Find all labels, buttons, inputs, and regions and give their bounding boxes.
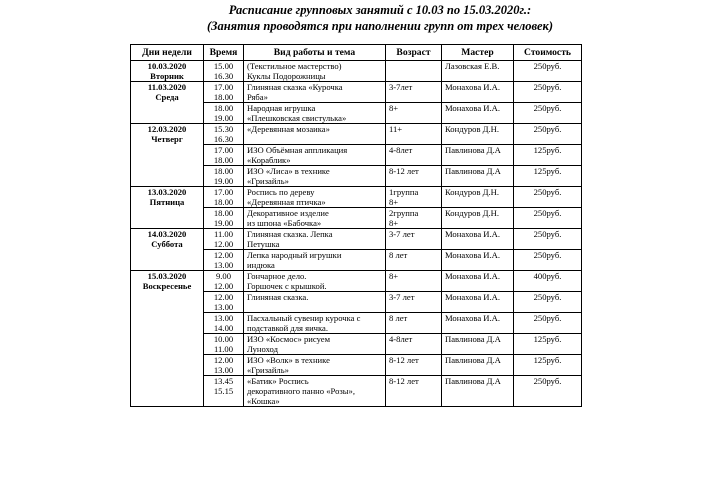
master-line: Кондуров Д.Н. [445, 208, 500, 218]
activity-line: «Кошка» [247, 396, 280, 406]
age-cell [386, 61, 442, 82]
activity-line: (Текстильное мастерство) [247, 61, 342, 71]
header-days: Дни недели [131, 45, 204, 61]
table-row [131, 61, 582, 82]
table-row [131, 187, 582, 208]
activity-cell [244, 250, 386, 271]
activity-cell [244, 187, 386, 208]
master-cell [442, 355, 514, 376]
time-cell [204, 103, 244, 124]
time-line: 18.00 [213, 92, 234, 102]
activity-line: ИЗО «Лиса» в технике [247, 166, 330, 176]
activity-line: Куклы Подорожницы [247, 71, 326, 81]
price-line: 250руб. [533, 208, 562, 218]
age-cell [386, 124, 442, 145]
time-cell [204, 82, 244, 103]
activity-line: «Деревянная мозаика» [247, 124, 330, 134]
price-cell [514, 313, 582, 334]
time-line: 16.30 [213, 71, 234, 81]
age-line: 3-7лет [389, 82, 413, 92]
day-cell [131, 61, 204, 82]
price-line: 250руб. [533, 292, 562, 302]
table-row [131, 82, 582, 103]
master-cell [442, 61, 514, 82]
page-title: Расписание групповых занятий с 10.03 по 15.03.2020г.: [228, 3, 532, 17]
day-date: 15.03.2020 [147, 271, 187, 281]
price-cell [514, 292, 582, 313]
age-cell [386, 82, 442, 103]
master-cell [442, 187, 514, 208]
day-cell [131, 124, 204, 187]
price-line: 125руб. [533, 334, 562, 344]
master-cell [442, 103, 514, 124]
age-line: 3-7 лет [389, 292, 415, 302]
day-weekday: Пятница [149, 197, 185, 207]
activity-line: Пасхальный сувенир курочка с [247, 313, 361, 323]
age-line: 11+ [389, 124, 403, 134]
day-weekday: Воскресенье [142, 281, 192, 291]
activity-cell [244, 61, 386, 82]
time-line: 13.00 [213, 302, 234, 312]
day-date: 11.03.2020 [147, 82, 187, 92]
time-line: 13.00 [213, 260, 234, 270]
price-line: 250руб. [533, 313, 562, 323]
age-cell [386, 187, 442, 208]
schedule-body [131, 61, 582, 407]
age-cell [386, 145, 442, 166]
time-cell [204, 229, 244, 250]
time-cell [204, 313, 244, 334]
age-cell [386, 376, 442, 407]
time-line: 11.00 [213, 229, 234, 239]
age-line: 8+ [389, 197, 399, 207]
time-line: 17.00 [213, 82, 234, 92]
day-cell [131, 187, 204, 229]
price-cell [514, 145, 582, 166]
master-line: Павлинова Д.А [445, 145, 501, 155]
time-line: 10.00 [213, 334, 234, 344]
time-cell [204, 61, 244, 82]
time-line: 11.00 [213, 344, 234, 354]
activity-cell [244, 145, 386, 166]
price-line: 250руб. [533, 82, 562, 92]
day-cell [131, 271, 204, 407]
activity-cell [244, 82, 386, 103]
activity-cell [244, 166, 386, 187]
time-line: 17.00 [213, 187, 234, 197]
activity-line: Гончарное дело. [247, 271, 307, 281]
header [130, 2, 630, 34]
activity-line: Луноход [247, 344, 278, 354]
activity-line: Народная игрушка [247, 103, 316, 113]
activity-cell [244, 334, 386, 355]
activity-line: декоративного панно «Розы», [247, 386, 356, 396]
age-cell [386, 229, 442, 250]
activity-line: ИЗО «Космос» рисуем [247, 334, 331, 344]
activity-line: из шпона «Бабочка» [247, 218, 322, 228]
activity-line: «Кораблик» [247, 155, 291, 165]
header-age: Возраст [386, 45, 442, 61]
day-date: 12.03.2020 [147, 124, 187, 134]
activity-line: «Гризайль» [247, 176, 289, 186]
time-line: 19.00 [213, 176, 234, 186]
master-cell [442, 82, 514, 103]
master-cell [442, 229, 514, 250]
age-line: 8 лет [389, 313, 408, 323]
age-line: 8+ [389, 218, 399, 228]
age-line: 8+ [389, 271, 399, 281]
time-line: 18.00 [213, 208, 234, 218]
time-line: 13.00 [213, 313, 234, 323]
activity-cell [244, 355, 386, 376]
activity-cell [244, 103, 386, 124]
table-header-row [131, 45, 582, 61]
age-cell [386, 271, 442, 292]
activity-line: Глиняная сказка. Лепка [247, 229, 333, 239]
time-cell [204, 124, 244, 145]
price-cell [514, 124, 582, 145]
age-cell [386, 355, 442, 376]
age-line: 8-12 лет [389, 376, 419, 386]
price-cell [514, 334, 582, 355]
age-cell [386, 250, 442, 271]
price-line: 250руб. [533, 229, 562, 239]
activity-line: подставкой для яичка. [247, 323, 328, 333]
day-date: 10.03.2020 [147, 61, 187, 71]
master-line: Павлинова Д.А [445, 166, 501, 176]
price-cell [514, 208, 582, 229]
master-cell [442, 292, 514, 313]
age-line: 3-7 лет [389, 229, 415, 239]
price-line: 250руб. [533, 61, 562, 71]
master-line: Монахова И.А. [445, 271, 501, 281]
price-cell [514, 271, 582, 292]
time-cell [204, 208, 244, 229]
day-cell [131, 229, 204, 271]
time-line: 13.00 [213, 365, 234, 375]
time-line: 13.45 [213, 376, 234, 386]
schedule-table [130, 44, 582, 407]
time-line: 12.00 [213, 250, 234, 260]
activity-cell [244, 313, 386, 334]
header-time: Время [204, 45, 244, 61]
activity-line: «Деревянная птичка» [247, 197, 326, 207]
age-line: 4-8лет [389, 145, 413, 155]
master-cell [442, 208, 514, 229]
time-line: 19.00 [213, 113, 234, 123]
time-line: 12.00 [213, 355, 234, 365]
price-cell [514, 376, 582, 407]
master-line: Монахова И.А. [445, 103, 501, 113]
day-weekday: Среда [155, 92, 179, 102]
time-cell [204, 292, 244, 313]
time-cell [204, 250, 244, 271]
time-cell [204, 166, 244, 187]
price-line: 250руб. [533, 250, 562, 260]
price-cell [514, 103, 582, 124]
time-line: 12.00 [213, 292, 234, 302]
table-row [131, 271, 582, 292]
age-line: 1группа [389, 187, 419, 197]
master-cell [442, 250, 514, 271]
time-cell [204, 271, 244, 292]
time-line: 19.00 [213, 218, 234, 228]
activity-cell [244, 124, 386, 145]
time-line: 12.00 [213, 239, 234, 249]
price-line: 125руб. [533, 355, 562, 365]
price-line: 400руб. [533, 271, 562, 281]
time-line: 9.00 [215, 271, 232, 281]
master-cell [442, 334, 514, 355]
time-cell [204, 376, 244, 407]
time-line: 18.00 [213, 166, 234, 176]
activity-line: Ряба» [247, 92, 268, 102]
day-weekday: Суббота [151, 239, 183, 249]
time-line: 15.15 [213, 386, 234, 396]
time-cell [204, 355, 244, 376]
price-cell [514, 250, 582, 271]
activity-line: Декоративное изделие [247, 208, 329, 218]
day-cell [131, 82, 204, 124]
age-line: 8-12 лет [389, 166, 419, 176]
activity-line: индюка [247, 260, 275, 270]
master-cell [442, 376, 514, 407]
age-cell [386, 313, 442, 334]
time-line: 18.00 [213, 103, 234, 113]
age-line: 8-12 лет [389, 355, 419, 365]
price-cell [514, 82, 582, 103]
price-line: 250руб. [533, 103, 562, 113]
master-line: Монахова И.А. [445, 313, 501, 323]
activity-line: Горшочек с крышкой. [247, 281, 327, 291]
master-line: Монахова И.А. [445, 250, 501, 260]
activity-line: «Гризайль» [247, 365, 289, 375]
age-cell [386, 208, 442, 229]
header-master: Мастер [442, 45, 514, 61]
master-cell [442, 166, 514, 187]
master-line: Монахова И.А. [445, 229, 501, 239]
master-line: Кондуров Д.Н. [445, 124, 500, 134]
time-line: 14.00 [213, 323, 234, 333]
table-row [131, 229, 582, 250]
time-cell [204, 334, 244, 355]
activity-line: «Батик» Роспись [247, 376, 309, 386]
age-cell [386, 103, 442, 124]
activity-line: ИЗО «Волк» в технике [247, 355, 330, 365]
header-price: Стоимость [514, 45, 582, 61]
time-line: 15.00 [213, 61, 234, 71]
activity-line: ИЗО Объёмная аппликация [247, 145, 348, 155]
activity-line: Лепка народный игрушки [247, 250, 342, 260]
price-line: 125руб. [533, 145, 562, 155]
time-line: 18.00 [213, 155, 234, 165]
day-date: 14.03.2020 [147, 229, 187, 239]
day-weekday: Вторник [150, 71, 184, 81]
price-cell [514, 166, 582, 187]
activity-line: Глиняная сказка «Курочка [247, 82, 343, 92]
price-cell [514, 229, 582, 250]
price-cell [514, 61, 582, 82]
age-cell [386, 166, 442, 187]
master-line: Кондуров Д.Н. [445, 187, 500, 197]
master-cell [442, 145, 514, 166]
master-line: Павлинова Д.А [445, 355, 501, 365]
activity-cell [244, 208, 386, 229]
page-subtitle: (Занятия проводятся при наполнении групп от трех человек) [206, 19, 554, 33]
table-row [131, 124, 582, 145]
master-line: Павлинова Д.А [445, 334, 501, 344]
activity-cell [244, 229, 386, 250]
age-line: 8+ [389, 103, 399, 113]
age-line: 2группа [389, 208, 419, 218]
time-line: 15.30 [213, 124, 234, 134]
price-line: 125руб. [533, 166, 562, 176]
time-line: 16.30 [213, 134, 234, 144]
activity-cell [244, 292, 386, 313]
activity-line: «Плешковская свистулька» [247, 113, 347, 123]
master-cell [442, 124, 514, 145]
activity-line: Роспись по дереву [247, 187, 315, 197]
master-line: Лазовская Е.В. [445, 61, 500, 71]
day-weekday: Четверг [151, 134, 183, 144]
activity-line: Глиняная сказка. [247, 292, 309, 302]
price-line: 250руб. [533, 376, 562, 386]
activity-line: Петушка [247, 239, 280, 249]
age-line: 8 лет [389, 250, 408, 260]
master-cell [442, 271, 514, 292]
price-line: 250руб. [533, 187, 562, 197]
price-line: 250руб. [533, 124, 562, 134]
day-date: 13.03.2020 [147, 187, 187, 197]
time-cell [204, 187, 244, 208]
time-line: 17.00 [213, 145, 234, 155]
time-cell [204, 145, 244, 166]
age-cell [386, 292, 442, 313]
master-line: Павлинова Д.А [445, 376, 501, 386]
master-line: Монахова И.А. [445, 292, 501, 302]
time-line: 18.00 [213, 197, 234, 207]
header-activity: Вид работы и тема [244, 45, 386, 61]
price-cell [514, 355, 582, 376]
activity-cell [244, 376, 386, 407]
time-line: 12.00 [213, 281, 234, 291]
price-cell [514, 187, 582, 208]
master-line: Монахова И.А. [445, 82, 501, 92]
age-line: 4-8лет [389, 334, 413, 344]
age-cell [386, 334, 442, 355]
activity-cell [244, 271, 386, 292]
master-cell [442, 313, 514, 334]
